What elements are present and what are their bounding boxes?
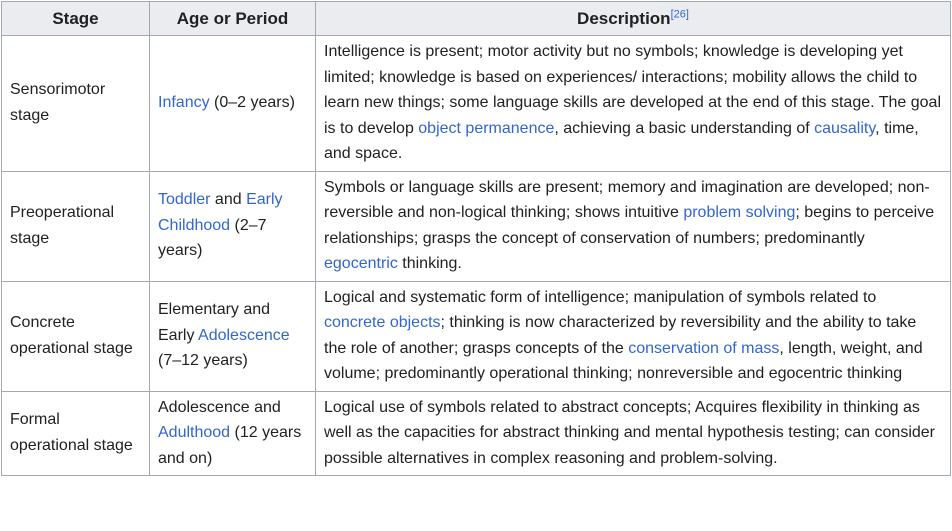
description-cell [316, 171, 951, 281]
description-cell [316, 36, 951, 172]
link-egocentric[interactable]: egocentric [324, 255, 398, 272]
text-segment: Symbols or language skills are present; memory and imagination are developed; non-reversible and non-logical thinking; shows intuitive [324, 178, 930, 221]
header-row [2, 2, 951, 36]
table-row [2, 36, 951, 172]
text-segment: Elementary and Early [158, 301, 271, 344]
link-problem-solving[interactable]: problem solving [683, 204, 796, 221]
text-segment: Adolescence and [158, 398, 281, 416]
link-toddler[interactable]: Toddler [158, 191, 211, 209]
text-segment: (7–12 years) [158, 352, 248, 370]
table-row [2, 391, 951, 476]
link-causality[interactable]: causality [814, 119, 876, 137]
text-segment: Logical use of symbols related to abstract concepts; Acquires flexibility in thinking as well as the capacities for abstract thinking and mental hypothesis testing; can consider possible alternatives in complex reasoning and problem-solving. [324, 398, 935, 467]
link-adolescence[interactable]: Adolescence [198, 326, 290, 344]
stage-cell: Sensorimotor stage [2, 36, 150, 172]
piaget-stages-table [1, 1, 951, 476]
text-segment: and [210, 191, 247, 209]
text-segment: (12 years and on) [158, 424, 302, 467]
age-cell [150, 391, 316, 476]
header-description-label: Description [577, 8, 671, 28]
header-age: Age or Period [150, 2, 316, 36]
text-segment: (0–2 years) [209, 94, 295, 111]
link-early-childhood[interactable]: Early Childhood [158, 191, 283, 234]
table-row [2, 281, 951, 391]
link-conservation-of-mass[interactable]: conservation of mass [628, 339, 780, 357]
age-cell [150, 171, 316, 281]
text-segment: thinking. [397, 255, 462, 272]
text-segment: ; begins to perceive relationships; grasps the concept of conservation of numbers; predominantly [324, 204, 935, 247]
link-concrete-objects[interactable]: concrete objects [324, 314, 441, 331]
age-cell [150, 281, 316, 391]
description-cell [316, 391, 951, 476]
text-segment: Logical and systematic form of intelligence; manipulation of symbols related to [324, 288, 877, 306]
text-segment: Intelligence is present; motor activity but no symbols; knowledge is developing yet limited; knowledge is based on experiences/ interactions; mobility allows the child to learn new things; some language skills are developed at the end of this stage. The goal is to develop [324, 43, 941, 137]
table-body [2, 36, 951, 476]
link-adulthood[interactable]: Adulthood [158, 424, 231, 441]
text-segment: , time, and space. [324, 119, 919, 162]
link-object-permanence[interactable]: object permanence [418, 119, 555, 137]
text-segment: , length, weight, and volume; predominantly operational thinking; nonreversible and egocentric thinking [324, 339, 923, 382]
table-row [2, 171, 951, 281]
citation-link[interactable]: [26] [670, 8, 689, 21]
stage-cell: Concrete operational stage [2, 281, 150, 391]
text-segment: (2–7 years) [158, 216, 267, 260]
text-segment: ; thinking is now characterized by reversibility and the ability to take the role of another; grasps concepts of the [324, 314, 917, 357]
age-cell [150, 36, 316, 172]
citation-superscript [671, 8, 689, 20]
stage-cell: Formal operational stage [2, 391, 150, 476]
description-cell [316, 281, 951, 391]
text-segment: , achieving a basic understanding of [554, 119, 815, 137]
stage-cell: Preoperational stage [2, 171, 150, 281]
header-stage: Stage [2, 2, 150, 36]
header-description [316, 2, 951, 36]
link-infancy[interactable]: Infancy [158, 94, 210, 111]
